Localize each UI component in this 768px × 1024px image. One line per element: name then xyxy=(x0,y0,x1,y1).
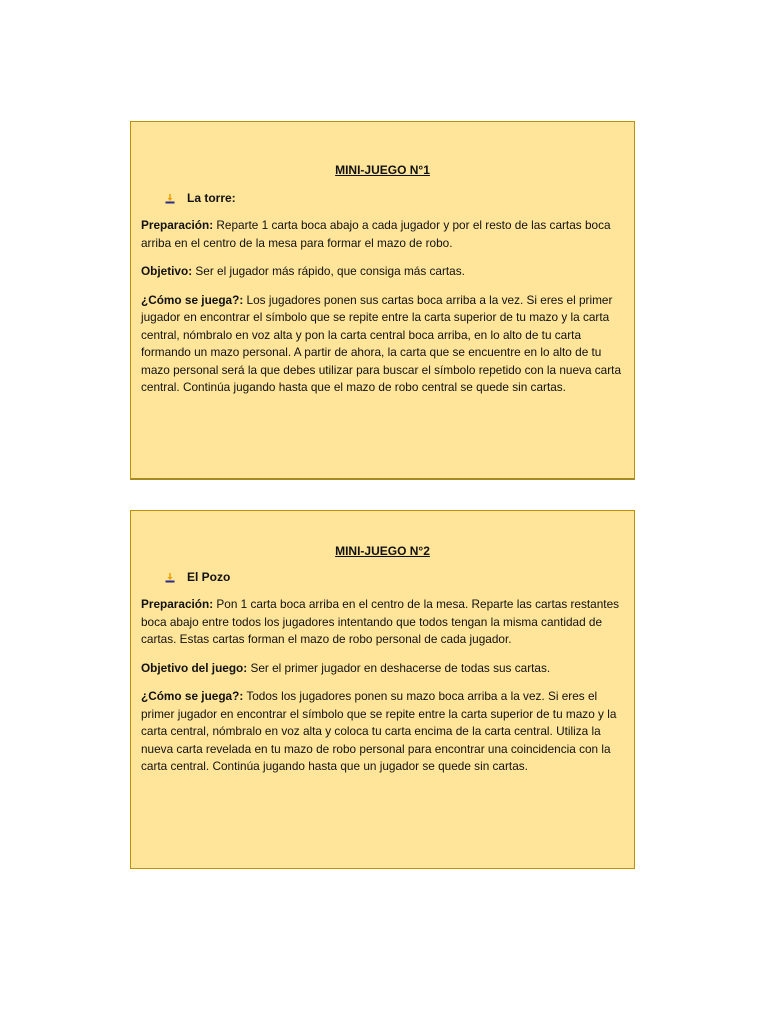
howto-text: Los jugadores ponen sus cartas boca arriba a la vez. Si eres el primer jugador en encontrar el símbolo que se repite entre la carta superior de tu mazo y la carta central, nómbralo en voz alta y pon la carta central boca arriba, en lo alto de tu carta formando un mazo personal. A partir de ahora, la carta que se encuentre en lo alto de tu mazo personal será la que debes utilizar para buscar el símbolo repetido con la nueva carta central. Continúa jugando hasta que el mazo de robo central se quede sin cartas. xyxy=(141,292,622,394)
mini-game-card-1 xyxy=(130,121,635,480)
game-name-row xyxy=(165,191,624,206)
arrow-bullet-icon xyxy=(165,194,175,204)
preparation-label: Preparación: xyxy=(141,218,214,232)
card-title: MINI-JUEGO N°1 xyxy=(335,163,430,177)
objective-label: Objetivo del juego: xyxy=(141,660,248,675)
howto-label: ¿Cómo se juega?: xyxy=(141,689,244,703)
preparation-paragraph xyxy=(141,596,624,649)
mini-game-card-2 xyxy=(130,510,635,869)
objective-label: Objetivo: xyxy=(141,264,193,278)
preparation-label: Preparación: xyxy=(141,597,214,611)
objective-text: Ser el jugador más rápido, que consiga más cartas. xyxy=(192,264,465,278)
game-name: El Pozo xyxy=(187,570,231,584)
preparation-text: Reparte 1 carta boca abajo a cada jugador y por el resto de las cartas boca arriba en el centro de la mesa para formar el mazo de robo. xyxy=(141,218,611,250)
howto-label: ¿Cómo se juega?: xyxy=(141,292,244,307)
howto-paragraph xyxy=(141,688,624,776)
howto-paragraph xyxy=(141,292,624,397)
preparation-paragraph xyxy=(141,217,624,252)
objective-text: Ser el primer jugador en deshacerse de todas sus cartas. xyxy=(247,660,551,675)
arrow-bullet-icon xyxy=(165,573,175,583)
objective-paragraph xyxy=(141,660,624,678)
game-name-row xyxy=(165,570,624,585)
objective-paragraph xyxy=(141,263,624,281)
game-name: La torre: xyxy=(187,191,236,205)
howto-text: Todos los jugadores ponen su mazo boca arriba a la vez. Si eres el primer jugador en encontrar el símbolo que se repite entre la carta superior de tu mazo y la carta central, nómbralo en voz alta y coloca tu carta encima de la carta central. Utiliza la nueva carta revelada en tu mazo de robo personal para encontrar una coincidencia con la carta central. Continúa jugando hasta que un jugador se quede sin cartas. xyxy=(141,689,617,773)
preparation-text: Pon 1 carta boca arriba en el centro de la mesa. Reparte las cartas restantes boca abajo entre todos los jugadores intentando que todos tengan la misma cantidad de cartas. Estas cartas forman el mazo de robo personal de cada jugador. xyxy=(141,597,620,646)
card-title: MINI-JUEGO N°2 xyxy=(335,544,430,558)
